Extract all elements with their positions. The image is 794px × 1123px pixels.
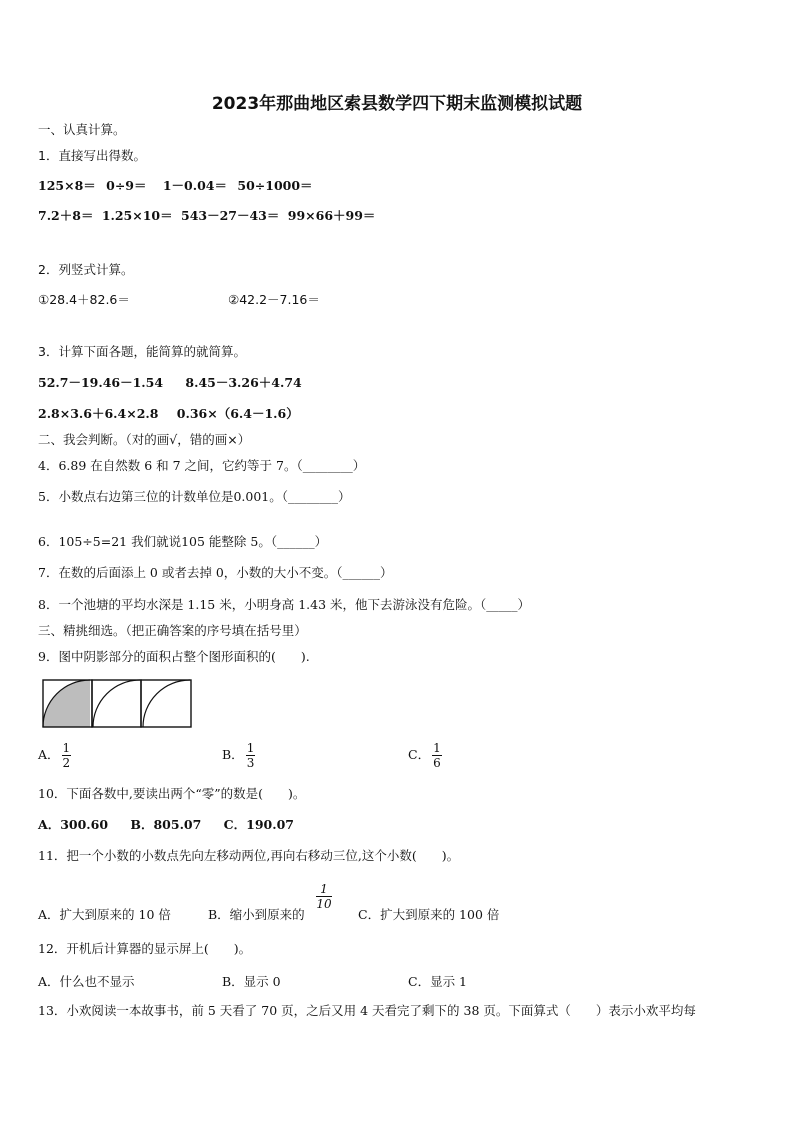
q9-figure: [42, 679, 194, 729]
fraction-numerator: 1: [246, 741, 255, 755]
q1-item: 0÷9＝: [106, 178, 147, 193]
q1-item: 99×66＋99＝: [287, 208, 376, 223]
q2-part-a: ①28.4＋82.6＝: [38, 292, 130, 307]
shaded-quarter-circle: [43, 680, 90, 727]
q3-item: 8.45－3.26＋4.74: [185, 375, 302, 390]
question-9: 9．图中阴影部分的面积占整个图形面积的( ).: [38, 649, 310, 664]
q2-part-b: ②42.2－7.16＝: [228, 292, 320, 307]
q1-row-2: [38, 208, 375, 224]
q11-fraction: [316, 882, 332, 911]
section-3-heading: 三、精挑细选。（把正确答案的序号填在括号里）: [38, 623, 307, 638]
question-4: 4．6.89 在自然数 6 和 7 之间，它约等于 7。（________）: [38, 458, 366, 473]
q12-option-b: B．显示 0: [222, 974, 281, 989]
fraction-denominator: 2: [62, 756, 71, 770]
q3-row-2: [38, 406, 299, 422]
q1-item: 543－27－43＝: [181, 208, 280, 223]
quarter-arc: [143, 680, 190, 727]
q1-row-1: [38, 178, 313, 194]
fraction-numerator: 1: [316, 882, 332, 897]
q10-option-a: A．300.60: [38, 817, 109, 832]
section-2-heading: 二、我会判断。（对的画√，错的画×）: [38, 432, 251, 447]
question-5: 5．小数点右边第三位的计数单位是0.001。（________）: [38, 489, 351, 504]
question-12: 12．开机后计算器的显示屏上( )。: [38, 941, 252, 956]
q3-item: 2.8×3.6＋6.4×2.8: [38, 406, 159, 421]
q1-item: 125×8＝: [38, 178, 96, 193]
q11-option-a: A．扩大到原来的 10 倍: [38, 907, 171, 922]
q9-option-a: [38, 741, 71, 770]
fraction-denominator: 3: [246, 756, 255, 770]
fraction-numerator: 1: [62, 741, 71, 755]
q1-item: 1－0.04＝: [162, 178, 228, 193]
question-13: 13．小欢阅读一本故事书，前 5 天看了 70 页，之后又用 4 天看完了剩下的 38 页。下面算式（ ）表示小欢平均每: [38, 1003, 696, 1018]
q9-option-b: [222, 741, 255, 770]
q3-row-1: [38, 375, 302, 391]
q12-option-c: C．显示 1: [408, 974, 467, 989]
question-6: 6．105÷5=21 我们就说105 能整除 5。（______）: [38, 534, 328, 549]
q10-options: [38, 817, 294, 833]
section-1-heading: 一、认真计算。: [38, 122, 126, 137]
question-2: 2．列竖式计算。: [38, 262, 134, 277]
question-1: 1．直接写出得数。: [38, 148, 146, 163]
quarter-arc: [93, 680, 140, 727]
question-3: 3．计算下面各题，能简算的就简算。: [38, 344, 246, 359]
question-8: 8．一个池塘的平均水深是 1.15 米，小明身高 1.43 米，他下去游泳没有危险。（_____）: [38, 597, 531, 612]
option-label: B．: [222, 747, 244, 762]
question-10: 10．下面各数中,要读出两个“零”的数是( )。: [38, 786, 306, 801]
q1-item: 1.25×10＝: [101, 208, 173, 223]
q1-item: 50÷1000＝: [237, 178, 313, 193]
q10-option-b: B．805.07: [130, 817, 202, 832]
option-label: C．: [408, 747, 431, 762]
q1-item: 7.2＋8＝: [38, 208, 94, 223]
q9-option-c: [408, 741, 442, 770]
q3-item: 0.36×（6.4－1.6）: [176, 406, 299, 421]
fraction-numerator: 1: [433, 741, 441, 755]
q10-option-c: C．190.07: [223, 817, 294, 832]
q12-option-a: A．什么也不显示: [38, 974, 135, 989]
q11-option-b: B．缩小到原来的: [208, 907, 305, 922]
fraction-denominator: 6: [433, 756, 441, 770]
option-label: A．: [38, 747, 60, 762]
q3-item: 52.7－19.46－1.54: [38, 375, 164, 390]
fraction-denominator: 10: [316, 897, 332, 911]
question-7: 7．在数的后面添上 0 或者去掉 0，小数的大小不变。（______）: [38, 565, 393, 580]
question-11: 11．把一个小数的小数点先向左移动两位,再向右移动三位,这个小数( )。: [38, 848, 460, 863]
page-title: 2023年那曲地区索县数学四下期末监测模拟试题: [211, 94, 583, 114]
q11-option-c: C．扩大到原来的 100 倍: [358, 907, 500, 922]
